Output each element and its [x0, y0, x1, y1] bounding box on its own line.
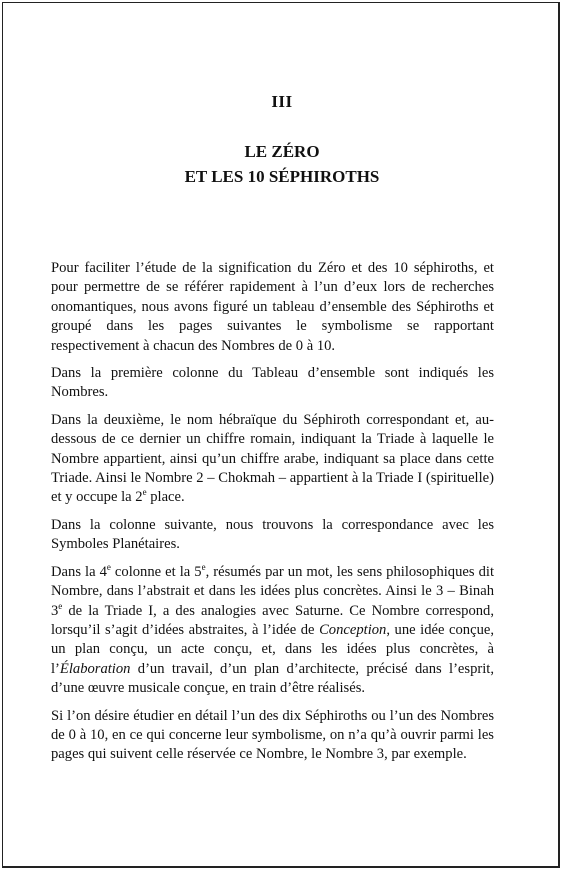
ordinal-superscript: e	[142, 487, 147, 498]
paragraph-3-text-b: place.	[146, 489, 185, 506]
paragraph-5	[51, 563, 494, 699]
chapter-title-line-2: ET LES 10 SÉPHIROTHS	[184, 167, 380, 186]
chapter-body	[51, 259, 494, 773]
paragraph-3-text-a: Dans la deuxième, le nom hébraïque du Séphiroth correspondant et, au-dessous de ce dernier un chiffre romain, indiquant la Triade à laquelle le Nombre appartient, ainsi qu’un chiffre arabe, indiquant sa place dans cette Triade. Ainsi le Nombre 2 – Chokmah – appartient à la Triade I (spirituelle) et y occupe la 2	[51, 411, 494, 506]
paragraph-2: Dans la première colonne du Tableau d’ensemble sont indiqués les Nombres.	[51, 365, 494, 401]
paragraph-5-text-f: d’un travail, d’un plan d’architecte, précisé dans l’esprit, d’une œuvre musicale conçue, en train d’être réalisés.	[51, 660, 494, 697]
ordinal-superscript: e	[201, 561, 206, 572]
paragraph-5-text-d: de la Triade I, a des analogies avec Saturne. Ce Nombre correspond, lorsqu’il s’agit d’idées abstraites, à l’idée de	[51, 602, 494, 638]
paragraph-5-text-e: , une idée conçue, un plan conçu, un acte conçu, et, dans les idées plus concrètes, à l’	[51, 621, 494, 677]
emphasis-elaboration: Élaboration	[59, 660, 131, 677]
chapter-title	[0, 139, 564, 189]
paragraph-3	[51, 411, 494, 508]
chapter-number: III	[271, 92, 293, 111]
chapter-title-line-1: LE ZÉRO	[244, 142, 320, 161]
paragraph-5-text-c: , résumés par un mot, les sens philosophiques dit Nombre, dans l’abstrait et dans les idées plus concrètes. Ainsi le 3 – Binah 3	[51, 563, 494, 619]
paragraph-4: Dans la colonne suivante, nous trouvons la correspondance avec les Symboles Planétaires.	[51, 516, 494, 553]
paragraph-5-text-b: colonne et la 5	[110, 563, 202, 580]
ordinal-superscript: e	[58, 600, 63, 611]
paragraph-6: Si l’on désire étudier en détail l’un des dix Séphiroths ou l’un des Nombres de 0 à 10, en ce qui concerne leur symbolisme, on n’a qu’à ouvrir parmi les pages qui suivent celle réservée ce Nombre, le Nombre 3, par exemple.	[51, 707, 494, 763]
paragraph-1: Pour faciliter l’étude de la signification du Zéro et des 10 séphiroths, et pour permettre de se référer rapidement à l’un d’eux lors de recherches onomantiques, nous avons figuré un tableau d’ensemble des Séphiroths et groupé dans les pages suivantes le symbolisme se rapportant respectivement à chacun des Nombres de 0 à 10.	[51, 260, 494, 354]
emphasis-conception: Conception	[319, 621, 387, 638]
ordinal-superscript: e	[106, 561, 111, 572]
paragraph-5-text-a: Dans la 4	[51, 563, 107, 580]
